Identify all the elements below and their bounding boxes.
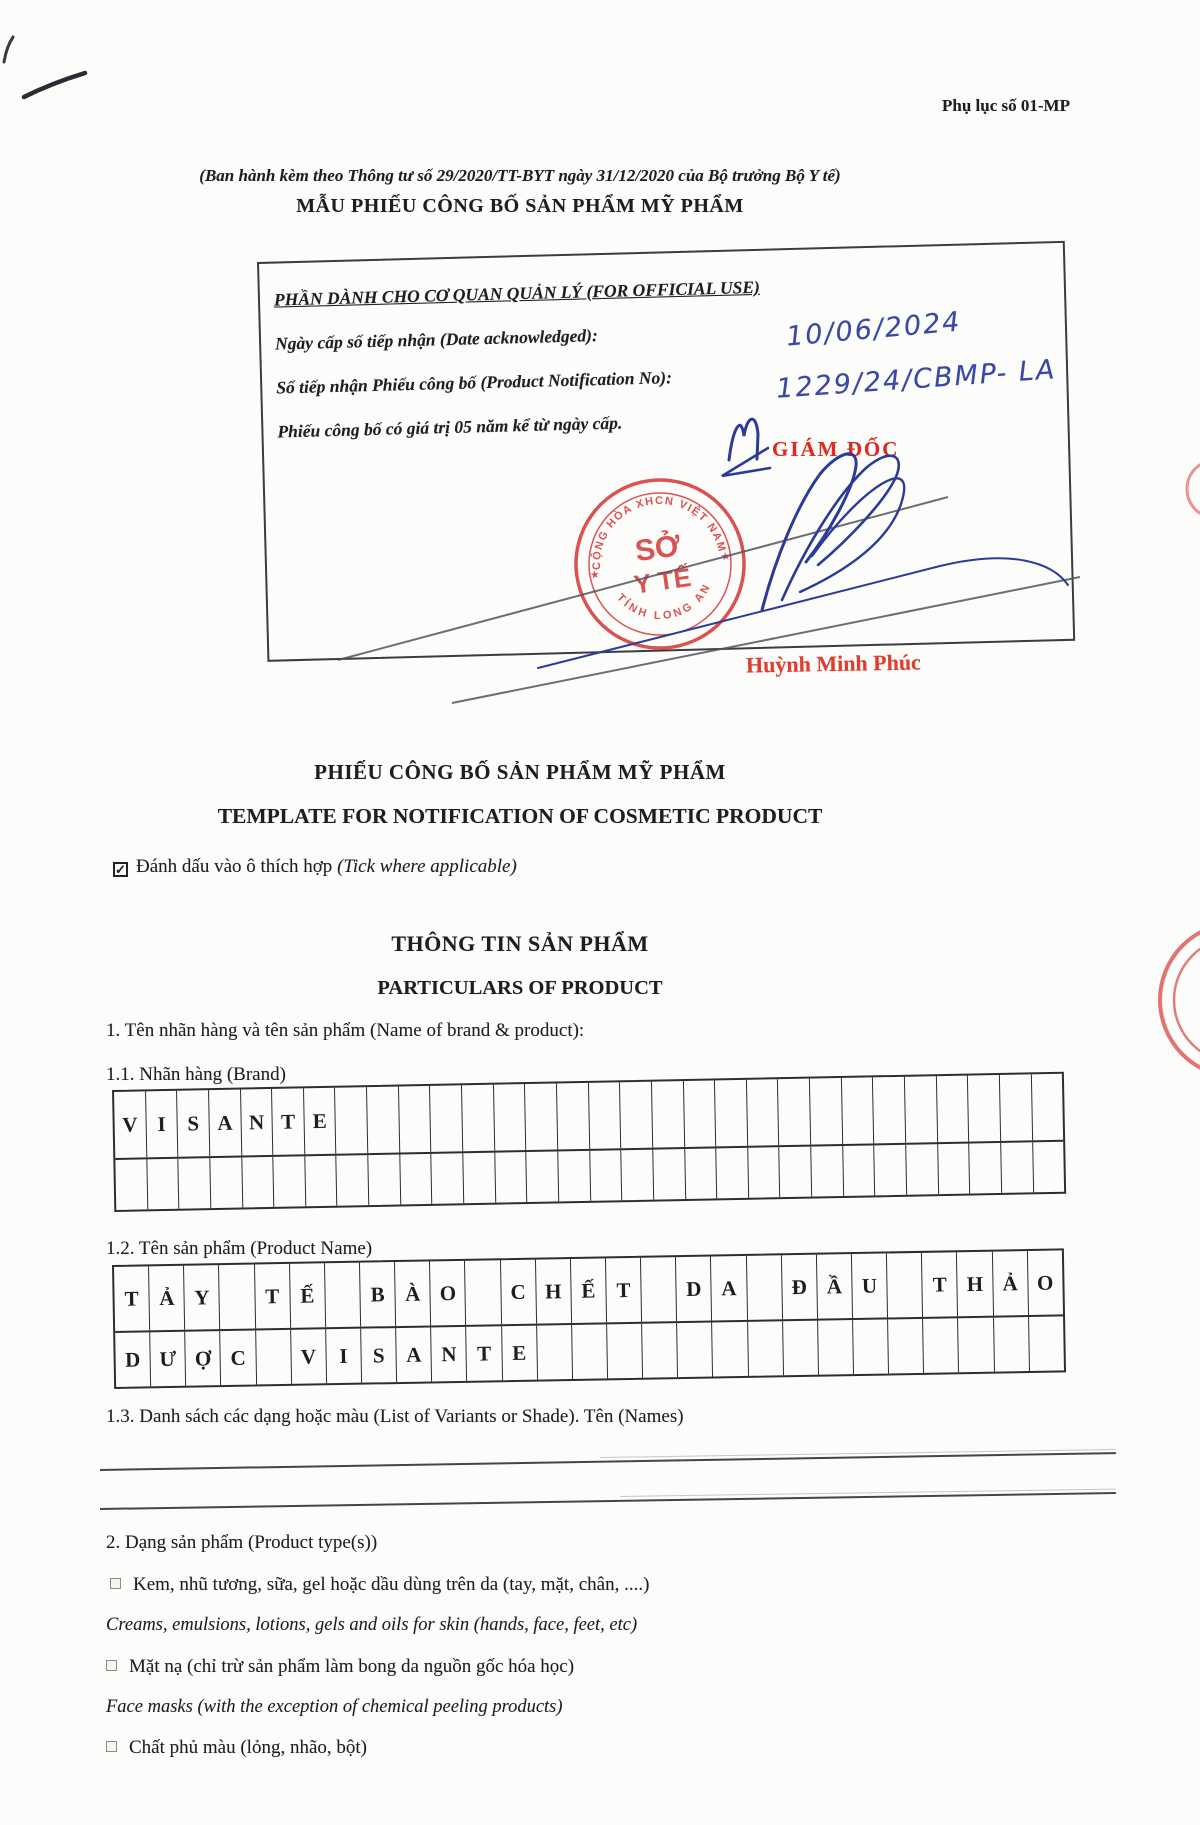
grid-cell bbox=[571, 1324, 607, 1379]
grid-cell bbox=[999, 1074, 1032, 1141]
stamp-center-line2: Y TẾ bbox=[631, 561, 693, 600]
grid-cell bbox=[621, 1150, 654, 1201]
grid-cell: T bbox=[466, 1326, 502, 1381]
doc-title-en: TEMPLATE FOR NOTIFICATION OF COSMETIC PRODUCT bbox=[217, 804, 823, 828]
variant-line-1[interactable] bbox=[100, 1452, 1116, 1471]
grid-cell bbox=[606, 1324, 642, 1379]
section1-heading: 1. Tên nhãn hàng và tên sản phẩm (Name of brand & product): bbox=[106, 1020, 585, 1041]
grid-cell bbox=[852, 1319, 888, 1374]
grid-cell bbox=[810, 1146, 843, 1197]
grid-cell bbox=[746, 1079, 779, 1146]
grid-cell bbox=[431, 1153, 464, 1204]
grid-cell: D bbox=[675, 1257, 711, 1322]
grid-cell: I bbox=[145, 1091, 178, 1158]
edge-stamp-arc-inner bbox=[1174, 937, 1200, 1063]
appendix-label: Phụ lục số 01-MP bbox=[942, 96, 1070, 115]
option-1-label-vi: Kem, nhũ tương, sữa, gel hoặc dầu dùng trên da (tay, mặt, chân, ....) bbox=[133, 1574, 650, 1595]
grid-cell: E bbox=[303, 1088, 336, 1155]
grid-cell bbox=[809, 1078, 842, 1145]
form-title: MẪU PHIẾU CÔNG BỐ SẢN PHẨM MỸ PHẨM bbox=[296, 195, 744, 217]
grid-cell bbox=[886, 1253, 922, 1318]
option-3-label-vi: Chất phủ màu (lỏng, nhão, bột) bbox=[129, 1737, 367, 1758]
grid-cell bbox=[993, 1317, 1029, 1372]
grid-cell: D bbox=[124, 1347, 141, 1372]
grid-cell: Ế bbox=[570, 1258, 606, 1323]
grid-cell bbox=[684, 1148, 717, 1199]
grid-cell bbox=[957, 1318, 993, 1373]
grid-cell bbox=[536, 1325, 572, 1380]
grid-cell: O bbox=[429, 1261, 465, 1326]
official-box-heading: PHẦN DÀNH CHO CƠ QUAN QUẢN LÝ (FOR OFFICIAL USE) bbox=[273, 276, 761, 310]
grid-cell bbox=[872, 1077, 905, 1144]
grid-cell: H bbox=[535, 1259, 571, 1324]
grid-cell bbox=[747, 1147, 780, 1198]
grid-cell bbox=[779, 1147, 812, 1198]
grid-cell bbox=[841, 1077, 874, 1144]
grid-cell bbox=[1028, 1316, 1064, 1371]
grid-cell: Ả bbox=[991, 1251, 1027, 1316]
date-acknowledged-label: Ngày cấp số tiếp nhận (Date acknowledged): bbox=[274, 325, 599, 354]
option-2-label-en: Face masks (with the exception of chemical peeling products) bbox=[106, 1697, 563, 1717]
checkbox-option-1[interactable] bbox=[110, 1578, 121, 1589]
grid-cell: S bbox=[360, 1328, 396, 1383]
validity-line: Phiếu công bố có giá trị 05 năm kể từ ngày cấp. bbox=[277, 412, 623, 442]
date-acknowledged-value: 10/06/2024 bbox=[784, 306, 963, 353]
grid-cell: C bbox=[220, 1331, 256, 1386]
grid-cell: V bbox=[290, 1329, 326, 1384]
grid-cell bbox=[273, 1156, 306, 1207]
grid-cell bbox=[715, 1148, 748, 1199]
grid-cell: Ầ bbox=[816, 1254, 852, 1319]
grid-cell bbox=[745, 1255, 781, 1320]
brand-name-grid[interactable] bbox=[112, 1072, 1066, 1212]
grid-cell: U bbox=[851, 1253, 887, 1318]
variant-line-2[interactable] bbox=[100, 1492, 1116, 1510]
grid-cell: A bbox=[208, 1090, 241, 1157]
grid-cell bbox=[651, 1081, 684, 1148]
grid-cell bbox=[588, 1082, 621, 1149]
grid-cell bbox=[968, 1143, 1001, 1194]
grid-cell bbox=[711, 1322, 747, 1377]
grid-cell bbox=[462, 1153, 495, 1204]
checkbox-option-3[interactable] bbox=[106, 1741, 117, 1752]
edge-stamp-arc-small bbox=[1187, 460, 1200, 518]
grid-cell bbox=[146, 1159, 179, 1210]
grid-cell: A bbox=[710, 1256, 746, 1321]
grid-cell: N bbox=[240, 1089, 273, 1156]
product-name-grid[interactable] bbox=[112, 1248, 1066, 1389]
grid-cell bbox=[817, 1320, 853, 1375]
section2-heading: 2. Dạng sản phẩm (Product type(s)) bbox=[106, 1532, 378, 1553]
grid-cell: Ế bbox=[289, 1263, 325, 1328]
issuance-line: (Ban hành kèm theo Thông tư số 29/2020/TT-BYT ngày 31/12/2020 của Bộ trưởng Bộ Y tế) bbox=[199, 166, 841, 185]
grid-cell: T bbox=[254, 1264, 290, 1329]
checkbox-option-2[interactable] bbox=[106, 1660, 117, 1671]
health-department-stamp bbox=[561, 465, 760, 664]
grid-cell bbox=[493, 1084, 526, 1151]
grid-cell bbox=[874, 1145, 907, 1196]
grid-cell bbox=[366, 1087, 399, 1154]
grid-cell bbox=[682, 1080, 715, 1147]
grid-cell: T bbox=[271, 1088, 304, 1155]
grid-cell bbox=[589, 1150, 622, 1201]
grid-cell: I bbox=[325, 1329, 361, 1384]
grid-cell: Ợ bbox=[184, 1331, 220, 1386]
grid-cell bbox=[904, 1076, 937, 1143]
grid-cell bbox=[334, 1087, 367, 1154]
grid-cell: H bbox=[956, 1252, 992, 1317]
pen-scribble-mark bbox=[24, 73, 85, 97]
grid-cell bbox=[178, 1158, 211, 1209]
grid-cell bbox=[464, 1260, 500, 1325]
grid-cell: T bbox=[921, 1252, 957, 1317]
notification-no-value: 1229/24/CBMP- LA bbox=[775, 354, 1058, 405]
grid-cell: T bbox=[124, 1286, 139, 1311]
grid-cell bbox=[304, 1156, 337, 1207]
grid-cell bbox=[967, 1075, 1000, 1142]
product-type-option-2 bbox=[106, 1656, 574, 1678]
product-type-option-3 bbox=[106, 1737, 367, 1759]
grid-cell bbox=[714, 1080, 747, 1147]
option-2-label-vi: Mặt nạ (chỉ trừ sản phẩm làm bong da nguồn gốc hóa học) bbox=[129, 1656, 575, 1677]
grid-cell bbox=[936, 1076, 969, 1143]
grid-cell bbox=[461, 1085, 494, 1152]
section-product-info-en: PARTICULARS OF PRODUCT bbox=[377, 977, 663, 999]
grid-cell bbox=[524, 1083, 557, 1150]
grid-cell bbox=[652, 1149, 685, 1200]
grid-cell bbox=[922, 1318, 958, 1373]
brand-label: 1.1. Nhãn hàng (Brand) bbox=[106, 1064, 286, 1085]
grid-cell: Ư bbox=[149, 1332, 185, 1387]
grid-cell bbox=[255, 1330, 291, 1385]
grid-cell: O bbox=[1027, 1250, 1063, 1315]
grid-cell: T bbox=[605, 1258, 641, 1323]
grid-cell bbox=[429, 1085, 462, 1152]
stamp-star-left-icon: ★ bbox=[589, 568, 601, 582]
stamp-arc-bottom-text: TỈNH LONG AN bbox=[614, 580, 714, 623]
checked-checkbox-icon: ✓ bbox=[113, 862, 128, 877]
grid-cell bbox=[887, 1319, 923, 1374]
option-1-label-en: Creams, emulsions, lotions, gels and oils for skin (hands, face, feet, etc) bbox=[106, 1615, 638, 1635]
grid-cell: N bbox=[430, 1327, 466, 1382]
grid-cell bbox=[676, 1323, 712, 1378]
grid-cell bbox=[398, 1086, 431, 1153]
edge-stamp-arc-outer bbox=[1160, 923, 1200, 1077]
grid-cell bbox=[336, 1155, 369, 1206]
grid-cell bbox=[1000, 1142, 1033, 1193]
grid-cell bbox=[782, 1321, 818, 1376]
grid-cell: B bbox=[359, 1262, 395, 1327]
grid-cell bbox=[115, 1159, 147, 1210]
grid-cell bbox=[640, 1257, 676, 1322]
grid-cell: Đ bbox=[781, 1255, 817, 1320]
grid-cell bbox=[641, 1323, 677, 1378]
grid-cell bbox=[526, 1151, 559, 1202]
grid-cell bbox=[367, 1155, 400, 1206]
notification-no-label: Số tiếp nhận Phiếu công bố (Product Notification No): bbox=[276, 367, 673, 398]
grid-cell bbox=[937, 1144, 970, 1195]
stamp-center-line1: SỞ bbox=[632, 529, 683, 569]
grid-cell: V bbox=[122, 1112, 138, 1137]
grid-cell bbox=[241, 1157, 274, 1208]
grid-cell: Y bbox=[183, 1265, 219, 1330]
tick-note-en: (Tick where applicable) bbox=[337, 856, 517, 877]
grid-cell bbox=[399, 1154, 432, 1205]
section-product-info-vi: THÔNG TIN SẢN PHẨM bbox=[391, 931, 649, 956]
tick-note bbox=[113, 856, 517, 878]
stamp-star-right-icon: ★ bbox=[719, 550, 732, 564]
grid-cell: Ả bbox=[148, 1266, 184, 1331]
grid-cell: E bbox=[501, 1326, 537, 1381]
grid-cell bbox=[556, 1083, 589, 1150]
signer-name: Huỳnh Minh Phúc bbox=[745, 649, 922, 678]
grid-cell bbox=[905, 1144, 938, 1195]
grid-cell: À bbox=[394, 1261, 430, 1326]
grid-cell bbox=[494, 1152, 527, 1203]
grid-cell bbox=[218, 1265, 254, 1330]
grid-cell: S bbox=[176, 1090, 209, 1157]
grid-cell bbox=[209, 1158, 242, 1209]
grid-cell bbox=[747, 1321, 783, 1376]
product-type-option-1 bbox=[110, 1574, 649, 1596]
grid-cell bbox=[324, 1263, 360, 1328]
tick-note-vi: Đánh dấu vào ô thích hợp bbox=[136, 856, 333, 877]
doc-title-vi: PHIẾU CÔNG BỐ SẢN PHẨM MỸ PHẨM bbox=[314, 760, 726, 784]
director-title: GIÁM ĐỐC bbox=[772, 437, 900, 461]
corner-scan-mark bbox=[4, 37, 13, 62]
grid-cell bbox=[557, 1151, 590, 1202]
grid-cell bbox=[842, 1145, 875, 1196]
grid-cell: C bbox=[500, 1260, 536, 1325]
grid-cell bbox=[1030, 1074, 1063, 1141]
grid-cell bbox=[777, 1079, 810, 1146]
grid-cell bbox=[619, 1082, 652, 1149]
grid-cell: A bbox=[395, 1327, 431, 1382]
variants-label: 1.3. Danh sách các dạng hoặc màu (List of Variants or Shade). Tên (Names) bbox=[106, 1406, 684, 1427]
product-name-label: 1.2. Tên sản phẩm (Product Name) bbox=[106, 1238, 373, 1259]
grid-cell bbox=[1032, 1142, 1065, 1193]
stamp-arc-top-text: CỘNG HÒA XHCN VIỆT NAM bbox=[590, 494, 728, 571]
